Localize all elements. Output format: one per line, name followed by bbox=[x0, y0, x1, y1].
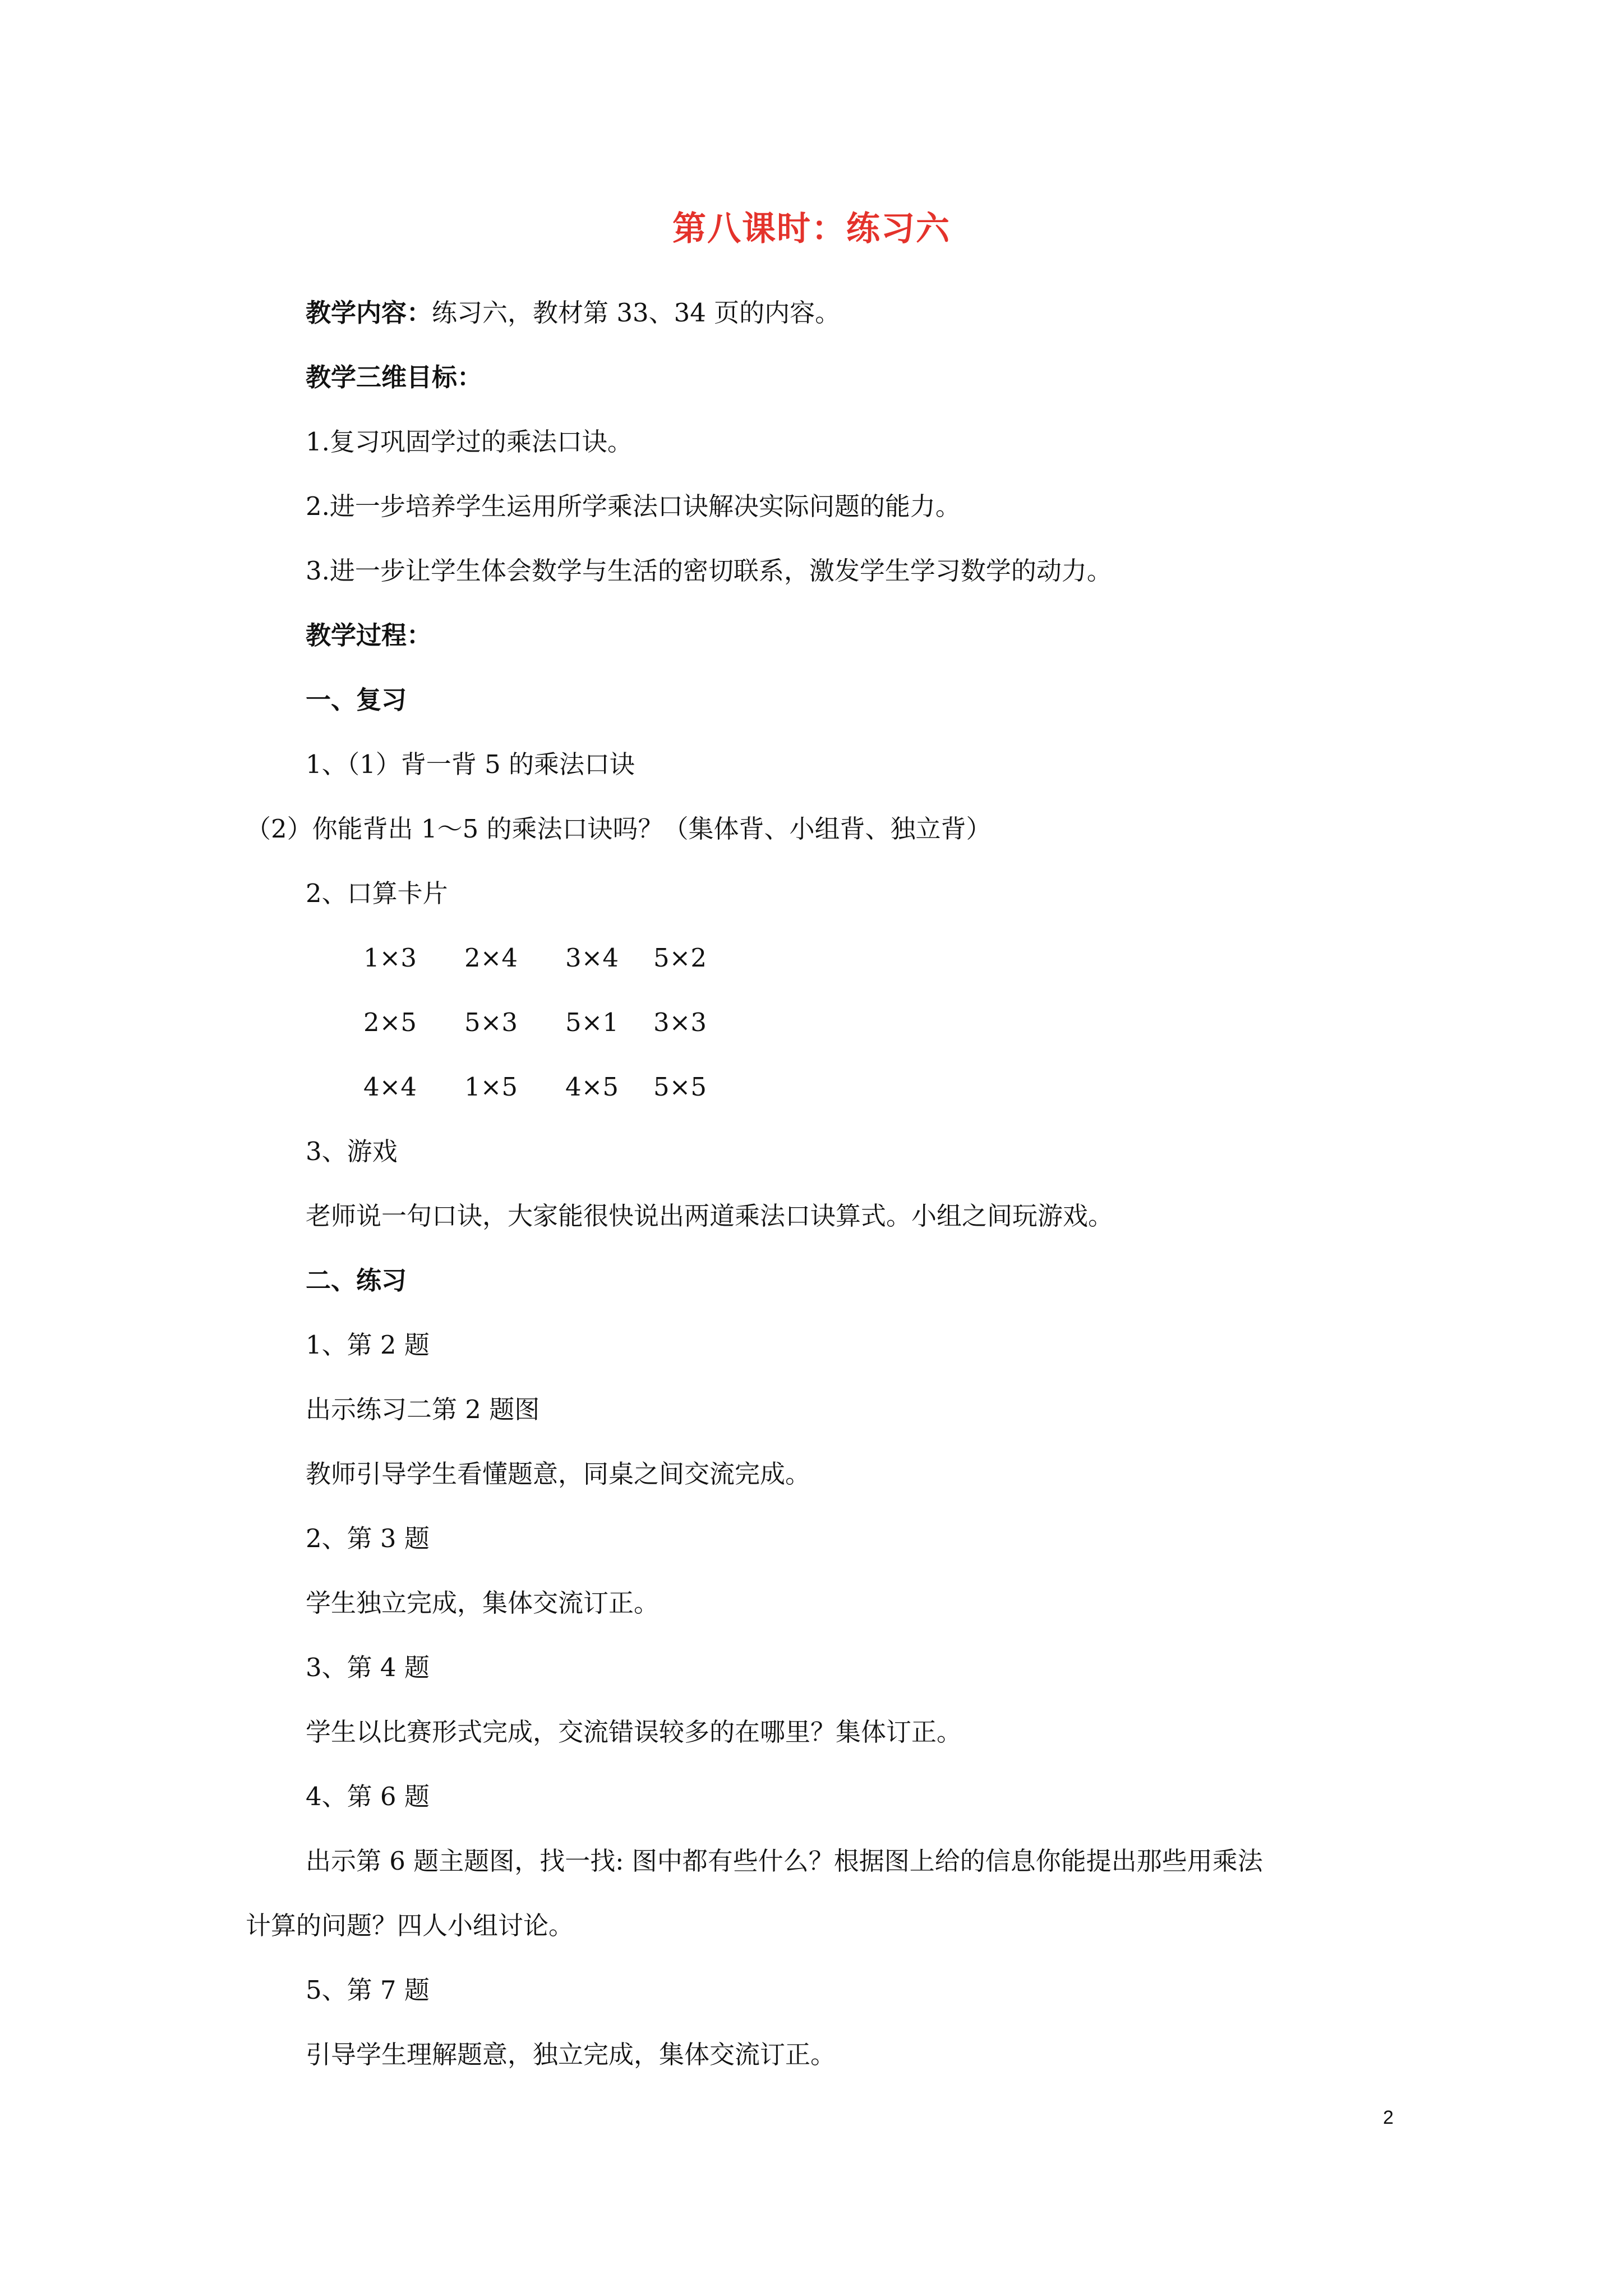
review-item-3-text: 老师说一句口诀，大家能很快说出两道乘法口诀算式。小组之间玩游戏。 bbox=[306, 1201, 1114, 1231]
card-item: 5×3 bbox=[464, 1007, 518, 1037]
section-heading-practice: 二、练习 bbox=[306, 1266, 407, 1295]
review-item-3: 3、游戏 bbox=[306, 1137, 398, 1166]
card-item: 5×5 bbox=[653, 1072, 707, 1102]
card-item: 4×5 bbox=[565, 1072, 619, 1102]
objective-item-2: 2.进一步培养学生运用所学乘法口诀解决实际问题的能力。 bbox=[306, 491, 961, 521]
practice-item-text: 学生以比赛形式完成，交流错误较多的在哪里？集体订正。 bbox=[306, 1717, 962, 1747]
practice-item-label: 5、第 7 题 bbox=[306, 1975, 430, 2005]
objective-item-1: 1.复习巩固学过的乘法口诀。 bbox=[306, 427, 633, 457]
card-item: 3×4 bbox=[565, 943, 619, 973]
content-line bbox=[306, 298, 841, 328]
content-label: 教学内容： bbox=[306, 298, 432, 328]
review-item-1: 1、（1）背一背 5 的乘法口诀 bbox=[306, 749, 635, 779]
page-number: 2 bbox=[1383, 2107, 1394, 2128]
practice-item-label: 1、第 2 题 bbox=[306, 1330, 430, 1360]
card-item: 5×1 bbox=[565, 1007, 619, 1037]
process-heading: 教学过程： bbox=[306, 620, 432, 650]
card-item: 1×3 bbox=[363, 943, 417, 973]
card-item: 5×2 bbox=[653, 943, 707, 973]
page-title: 第八课时：练习六 bbox=[672, 209, 951, 249]
card-item: 1×5 bbox=[464, 1072, 518, 1102]
objective-item-3: 3.进一步让学生体会数学与生活的密切联系，激发学生学习数学的动力。 bbox=[306, 556, 1112, 586]
card-item: 3×3 bbox=[653, 1007, 707, 1037]
practice-item-text: 教师引导学生看懂题意，同桌之间交流完成。 bbox=[306, 1459, 811, 1489]
card-item: 2×4 bbox=[464, 943, 518, 973]
section-heading-review: 一、复习 bbox=[306, 685, 407, 715]
objectives-heading: 教学三维目标： bbox=[306, 362, 483, 392]
practice-item-label: 4、第 6 题 bbox=[306, 1782, 430, 1811]
review-item-1b: （2）你能背出 1～5 的乘法口诀吗？（集体背、小组背、独立背） bbox=[246, 814, 992, 844]
card-item: 2×5 bbox=[363, 1007, 417, 1037]
content-text: 练习六，教材第 33、34 页的内容。 bbox=[432, 298, 841, 328]
practice-item-text: 出示第 6 题主题图，找一找: 图中都有些什么？根据图上给的信息你能提出那些用乘法 bbox=[306, 1846, 1263, 1876]
practice-item-label: 3、第 4 题 bbox=[306, 1653, 430, 1682]
practice-item-label: 2、第 3 题 bbox=[306, 1524, 430, 1553]
practice-item-text: 学生独立完成，集体交流订正。 bbox=[306, 1588, 660, 1618]
review-item-2: 2、口算卡片 bbox=[306, 878, 448, 908]
practice-item-text: 计算的问题？四人小组讨论。 bbox=[246, 1911, 574, 1940]
practice-item-text: 引导学生理解题意，独立完成，集体交流订正。 bbox=[306, 2040, 836, 2069]
card-item: 4×4 bbox=[363, 1072, 417, 1102]
practice-item-text: 出示练习二第 2 题图 bbox=[306, 1395, 540, 1424]
